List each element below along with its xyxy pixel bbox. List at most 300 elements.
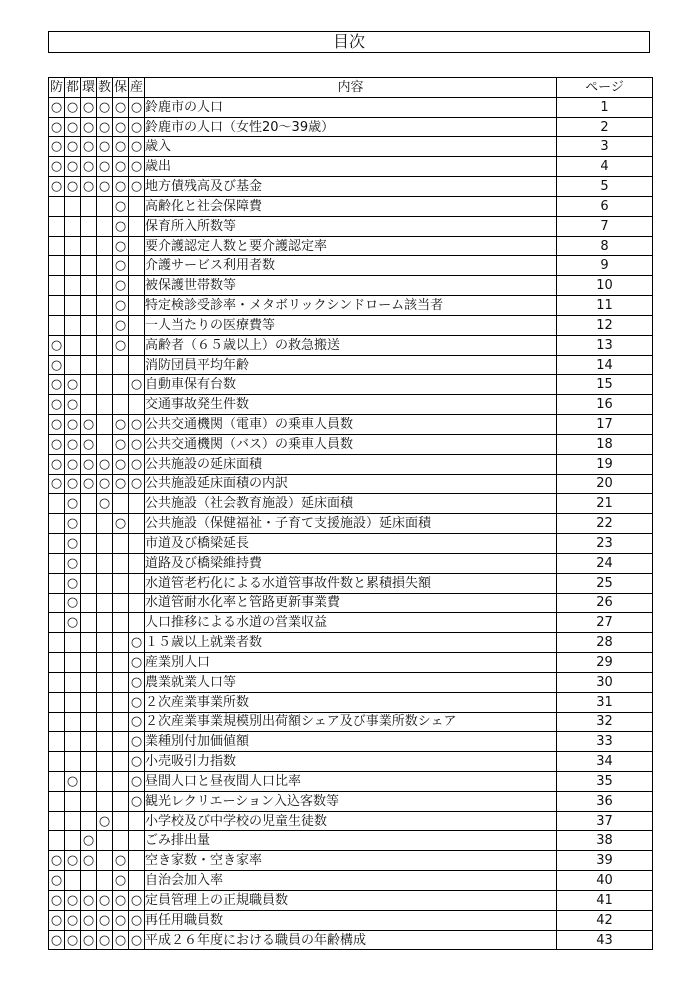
- department-mark: [65, 196, 81, 216]
- table-row: [49, 613, 653, 633]
- table-row: [49, 890, 653, 910]
- department-mark: [65, 692, 81, 712]
- department-mark: [97, 871, 113, 891]
- table-row: [49, 177, 653, 197]
- department-mark: [49, 196, 65, 216]
- department-mark: [113, 395, 129, 415]
- department-mark: [81, 196, 97, 216]
- department-mark: [81, 534, 97, 554]
- department-mark: [97, 851, 113, 871]
- department-mark: ○: [129, 117, 145, 137]
- department-mark: ○: [65, 613, 81, 633]
- department-mark: [81, 256, 97, 276]
- department-mark: [113, 831, 129, 851]
- department-mark: ○: [65, 434, 81, 454]
- department-mark: [81, 613, 97, 633]
- page-number-cell: 7: [557, 216, 653, 236]
- department-mark: ○: [97, 157, 113, 177]
- department-mark: ○: [113, 851, 129, 871]
- department-mark: ○: [65, 771, 81, 791]
- content-cell: 公共施設（社会教育施設）延床面積: [145, 494, 557, 514]
- content-cell: 保育所入所数等: [145, 216, 557, 236]
- department-mark: ○: [65, 593, 81, 613]
- department-mark: ○: [129, 732, 145, 752]
- department-mark: ○: [65, 157, 81, 177]
- department-mark: [81, 553, 97, 573]
- department-mark: ○: [65, 851, 81, 871]
- department-mark: [97, 514, 113, 534]
- page-number-cell: 33: [557, 732, 653, 752]
- department-mark: ○: [49, 415, 65, 435]
- department-mark: [49, 692, 65, 712]
- department-mark: [81, 771, 97, 791]
- page-number-cell: 14: [557, 355, 653, 375]
- page-number-cell: 16: [557, 395, 653, 415]
- department-mark: [97, 553, 113, 573]
- department-mark: [81, 633, 97, 653]
- department-mark: ○: [97, 910, 113, 930]
- department-mark: ○: [65, 97, 81, 117]
- content-cell: 要介護認定人数と要介護認定率: [145, 236, 557, 256]
- table-row: [49, 375, 653, 395]
- page-number-cell: 35: [557, 771, 653, 791]
- department-mark: ○: [113, 474, 129, 494]
- department-mark: [49, 732, 65, 752]
- department-mark: [49, 256, 65, 276]
- department-mark: [97, 355, 113, 375]
- table-row: [49, 137, 653, 157]
- department-mark: ○: [81, 137, 97, 157]
- content-cell: 市道及び橋梁延長: [145, 534, 557, 554]
- table-row: [49, 712, 653, 732]
- department-mark: ○: [113, 216, 129, 236]
- department-mark: [81, 276, 97, 296]
- department-mark: [113, 653, 129, 673]
- department-mark: ○: [129, 672, 145, 692]
- content-cell: 歳入: [145, 137, 557, 157]
- content-cell: 鈴鹿市の人口: [145, 97, 557, 117]
- table-row: [49, 315, 653, 335]
- page-number-cell: 32: [557, 712, 653, 732]
- page-number-cell: 29: [557, 653, 653, 673]
- department-mark: [65, 236, 81, 256]
- page-number-cell: 17: [557, 415, 653, 435]
- content-cell: 地方債残高及び基金: [145, 177, 557, 197]
- page-number-cell: 31: [557, 692, 653, 712]
- department-mark: ○: [129, 653, 145, 673]
- page-number-cell: 6: [557, 196, 653, 216]
- department-mark: ○: [49, 375, 65, 395]
- department-mark: ○: [113, 196, 129, 216]
- department-mark: [129, 395, 145, 415]
- department-mark: [65, 752, 81, 772]
- department-mark: [113, 791, 129, 811]
- department-mark: [81, 216, 97, 236]
- table-row: [49, 831, 653, 851]
- department-mark: ○: [81, 890, 97, 910]
- department-mark: [129, 256, 145, 276]
- department-mark: [97, 771, 113, 791]
- department-mark: ○: [97, 474, 113, 494]
- page-number-cell: 43: [557, 930, 653, 950]
- department-mark: ○: [129, 752, 145, 772]
- department-mark: [129, 296, 145, 316]
- page-number-cell: 4: [557, 157, 653, 177]
- department-mark: ○: [129, 375, 145, 395]
- department-mark: ○: [65, 553, 81, 573]
- table-row: [49, 593, 653, 613]
- department-mark: ○: [49, 137, 65, 157]
- department-mark: ○: [49, 910, 65, 930]
- department-mark: [49, 553, 65, 573]
- department-mark: [49, 811, 65, 831]
- content-cell: 産業別人口: [145, 653, 557, 673]
- department-mark: ○: [129, 910, 145, 930]
- department-mark: ○: [65, 454, 81, 474]
- department-mark: ○: [129, 454, 145, 474]
- department-mark: [81, 335, 97, 355]
- department-mark: [97, 692, 113, 712]
- page-number-cell: 38: [557, 831, 653, 851]
- department-mark: ○: [65, 573, 81, 593]
- table-row: [49, 851, 653, 871]
- department-mark: [49, 573, 65, 593]
- department-mark: [49, 276, 65, 296]
- department-mark: ○: [49, 474, 65, 494]
- page-number-cell: 42: [557, 910, 653, 930]
- table-row: [49, 355, 653, 375]
- department-mark: ○: [97, 177, 113, 197]
- department-mark: [97, 672, 113, 692]
- department-mark: [81, 653, 97, 673]
- department-mark: [97, 315, 113, 335]
- department-mark: [65, 335, 81, 355]
- department-mark: ○: [97, 890, 113, 910]
- department-mark: [97, 395, 113, 415]
- department-mark: [49, 514, 65, 534]
- department-mark: ○: [113, 236, 129, 256]
- table-row: [49, 434, 653, 454]
- department-mark: ○: [81, 415, 97, 435]
- department-mark: ○: [81, 851, 97, 871]
- department-mark: [129, 196, 145, 216]
- department-mark: ○: [81, 434, 97, 454]
- department-mark: [97, 415, 113, 435]
- content-cell: 公共施設の延床面積: [145, 454, 557, 474]
- page-number-cell: 37: [557, 811, 653, 831]
- department-mark: [65, 791, 81, 811]
- department-mark: [49, 653, 65, 673]
- department-mark: [49, 752, 65, 772]
- department-mark: [129, 335, 145, 355]
- column-header-page: ページ: [557, 78, 653, 98]
- department-mark: [97, 296, 113, 316]
- department-mark: ○: [81, 177, 97, 197]
- content-cell: 公共交通機関（バス）の乗車人員数: [145, 434, 557, 454]
- department-mark: ○: [113, 117, 129, 137]
- department-mark: ○: [81, 97, 97, 117]
- department-mark: ○: [81, 930, 97, 950]
- department-mark: ○: [97, 97, 113, 117]
- table-row: [49, 811, 653, 831]
- department-mark: [97, 752, 113, 772]
- department-mark: [81, 236, 97, 256]
- page-number-cell: 36: [557, 791, 653, 811]
- department-mark: ○: [65, 890, 81, 910]
- table-row: [49, 97, 653, 117]
- department-mark: [97, 434, 113, 454]
- department-mark: ○: [65, 415, 81, 435]
- department-mark: [129, 355, 145, 375]
- department-mark: [49, 236, 65, 256]
- table-row: [49, 296, 653, 316]
- department-mark: ○: [49, 335, 65, 355]
- content-cell: 道路及び橋梁維持費: [145, 553, 557, 573]
- table-row: [49, 117, 653, 137]
- page-number-cell: 10: [557, 276, 653, 296]
- department-mark: ○: [129, 177, 145, 197]
- department-mark: [97, 335, 113, 355]
- page-number-cell: 19: [557, 454, 653, 474]
- department-mark: [97, 276, 113, 296]
- department-mark: [49, 633, 65, 653]
- table-row: [49, 335, 653, 355]
- department-mark: ○: [113, 890, 129, 910]
- page-number-cell: 22: [557, 514, 653, 534]
- department-mark: [65, 216, 81, 236]
- page-number-cell: 12: [557, 315, 653, 335]
- department-mark: ○: [129, 930, 145, 950]
- department-mark: ○: [113, 177, 129, 197]
- department-mark: ○: [49, 851, 65, 871]
- content-cell: 歳出: [145, 157, 557, 177]
- department-mark: [81, 871, 97, 891]
- content-cell: 自治会加入率: [145, 871, 557, 891]
- table-body: [49, 97, 653, 950]
- table-row: [49, 930, 653, 950]
- department-mark: [113, 633, 129, 653]
- content-cell: 交通事故発生件数: [145, 395, 557, 415]
- department-mark: ○: [65, 494, 81, 514]
- department-mark: [49, 831, 65, 851]
- department-mark: ○: [97, 117, 113, 137]
- department-mark: [81, 494, 97, 514]
- column-header-bou: 防: [49, 78, 65, 98]
- department-mark: ○: [129, 633, 145, 653]
- department-mark: ○: [65, 117, 81, 137]
- department-mark: [65, 276, 81, 296]
- department-mark: [113, 534, 129, 554]
- department-mark: [49, 771, 65, 791]
- page-number-cell: 9: [557, 256, 653, 276]
- page-number-cell: 11: [557, 296, 653, 316]
- page-number-cell: 1: [557, 97, 653, 117]
- department-mark: [97, 573, 113, 593]
- department-mark: ○: [65, 137, 81, 157]
- department-mark: ○: [49, 355, 65, 375]
- department-mark: [49, 613, 65, 633]
- department-mark: ○: [49, 177, 65, 197]
- table-row: [49, 276, 653, 296]
- page-number-cell: 23: [557, 534, 653, 554]
- table-row: [49, 692, 653, 712]
- page-number-cell: 13: [557, 335, 653, 355]
- department-mark: ○: [65, 375, 81, 395]
- table-row: [49, 672, 653, 692]
- page-title: 目次: [48, 31, 650, 53]
- table-row: [49, 474, 653, 494]
- department-mark: ○: [97, 137, 113, 157]
- department-mark: [129, 534, 145, 554]
- department-mark: ○: [113, 871, 129, 891]
- department-mark: ○: [113, 157, 129, 177]
- department-mark: [129, 216, 145, 236]
- content-cell: 消防団員平均年齢: [145, 355, 557, 375]
- department-mark: ○: [49, 890, 65, 910]
- table-row: [49, 216, 653, 236]
- department-mark: ○: [65, 534, 81, 554]
- department-mark: ○: [81, 831, 97, 851]
- table-row: [49, 196, 653, 216]
- header-row: [49, 78, 653, 98]
- page-number-cell: 21: [557, 494, 653, 514]
- page-number-cell: 25: [557, 573, 653, 593]
- department-mark: [65, 732, 81, 752]
- department-mark: ○: [129, 434, 145, 454]
- department-mark: [97, 375, 113, 395]
- department-mark: ○: [65, 395, 81, 415]
- page-number-cell: 15: [557, 375, 653, 395]
- page-number-cell: 18: [557, 434, 653, 454]
- page-number-cell: 27: [557, 613, 653, 633]
- content-cell: 公共施設（保健福祉・子育て支援施設）延床面積: [145, 514, 557, 534]
- department-mark: ○: [113, 315, 129, 335]
- department-mark: ○: [81, 454, 97, 474]
- department-mark: ○: [129, 137, 145, 157]
- department-mark: [81, 296, 97, 316]
- department-mark: [129, 315, 145, 335]
- content-cell: 観光レクリエーション入込客数等: [145, 791, 557, 811]
- department-mark: [81, 593, 97, 613]
- department-mark: [49, 712, 65, 732]
- department-mark: ○: [129, 474, 145, 494]
- department-mark: [97, 534, 113, 554]
- department-mark: [113, 494, 129, 514]
- page-number-cell: 2: [557, 117, 653, 137]
- department-mark: [129, 811, 145, 831]
- department-mark: [97, 712, 113, 732]
- content-cell: 鈴鹿市の人口（女性20～39歳）: [145, 117, 557, 137]
- department-mark: [97, 236, 113, 256]
- page-number-cell: 20: [557, 474, 653, 494]
- content-cell: 水道管耐水化率と管路更新事業費: [145, 593, 557, 613]
- department-mark: ○: [129, 771, 145, 791]
- department-mark: [113, 613, 129, 633]
- department-mark: [129, 276, 145, 296]
- department-mark: [97, 256, 113, 276]
- column-header-content: 内容: [145, 78, 557, 98]
- department-mark: [81, 375, 97, 395]
- table-row: [49, 791, 653, 811]
- content-cell: 一人当たりの医療費等: [145, 315, 557, 335]
- department-mark: [113, 811, 129, 831]
- content-cell: １５歳以上就業者数: [145, 633, 557, 653]
- department-mark: ○: [49, 434, 65, 454]
- content-cell: 介護サービス利用者数: [145, 256, 557, 276]
- department-mark: ○: [129, 157, 145, 177]
- content-cell: 公共交通機関（電車）の乗車人員数: [145, 415, 557, 435]
- department-mark: ○: [113, 454, 129, 474]
- table-row: [49, 771, 653, 791]
- department-mark: ○: [113, 97, 129, 117]
- column-header-to: 都: [65, 78, 81, 98]
- department-mark: ○: [97, 494, 113, 514]
- table-row: [49, 514, 653, 534]
- department-mark: ○: [113, 415, 129, 435]
- department-mark: ○: [49, 930, 65, 950]
- page-number-cell: 28: [557, 633, 653, 653]
- content-cell: 業種別付加価値額: [145, 732, 557, 752]
- department-mark: ○: [65, 514, 81, 534]
- department-mark: [97, 633, 113, 653]
- department-mark: [129, 831, 145, 851]
- content-cell: 高齢者（６５歳以上）の救急搬送: [145, 335, 557, 355]
- page-number-cell: 8: [557, 236, 653, 256]
- department-mark: [129, 573, 145, 593]
- content-cell: ２次産業事業所数: [145, 692, 557, 712]
- department-mark: [81, 573, 97, 593]
- department-mark: [65, 296, 81, 316]
- department-mark: [81, 752, 97, 772]
- page-number-cell: 26: [557, 593, 653, 613]
- department-mark: ○: [49, 454, 65, 474]
- column-header-kyou: 教: [97, 78, 113, 98]
- department-mark: ○: [113, 434, 129, 454]
- department-mark: [49, 216, 65, 236]
- department-mark: [49, 494, 65, 514]
- department-mark: ○: [49, 871, 65, 891]
- department-mark: [97, 653, 113, 673]
- table-row: [49, 454, 653, 474]
- department-mark: [65, 315, 81, 335]
- table-row: [49, 494, 653, 514]
- department-mark: ○: [129, 692, 145, 712]
- department-mark: ○: [129, 890, 145, 910]
- content-cell: 小売吸引力指数: [145, 752, 557, 772]
- content-cell: 農業就業人口等: [145, 672, 557, 692]
- department-mark: [129, 613, 145, 633]
- content-cell: ごみ排出量: [145, 831, 557, 851]
- department-mark: ○: [129, 415, 145, 435]
- column-header-san: 産: [129, 78, 145, 98]
- table-row: [49, 256, 653, 276]
- page-number-cell: 5: [557, 177, 653, 197]
- department-mark: [65, 256, 81, 276]
- table-row: [49, 910, 653, 930]
- department-mark: [65, 871, 81, 891]
- content-cell: 再任用職員数: [145, 910, 557, 930]
- department-mark: [81, 712, 97, 732]
- page-number-cell: 3: [557, 137, 653, 157]
- table-row: [49, 732, 653, 752]
- department-mark: ○: [129, 712, 145, 732]
- department-mark: ○: [129, 791, 145, 811]
- department-mark: [49, 534, 65, 554]
- department-mark: [129, 871, 145, 891]
- department-mark: [81, 811, 97, 831]
- department-mark: [129, 494, 145, 514]
- department-mark: [81, 355, 97, 375]
